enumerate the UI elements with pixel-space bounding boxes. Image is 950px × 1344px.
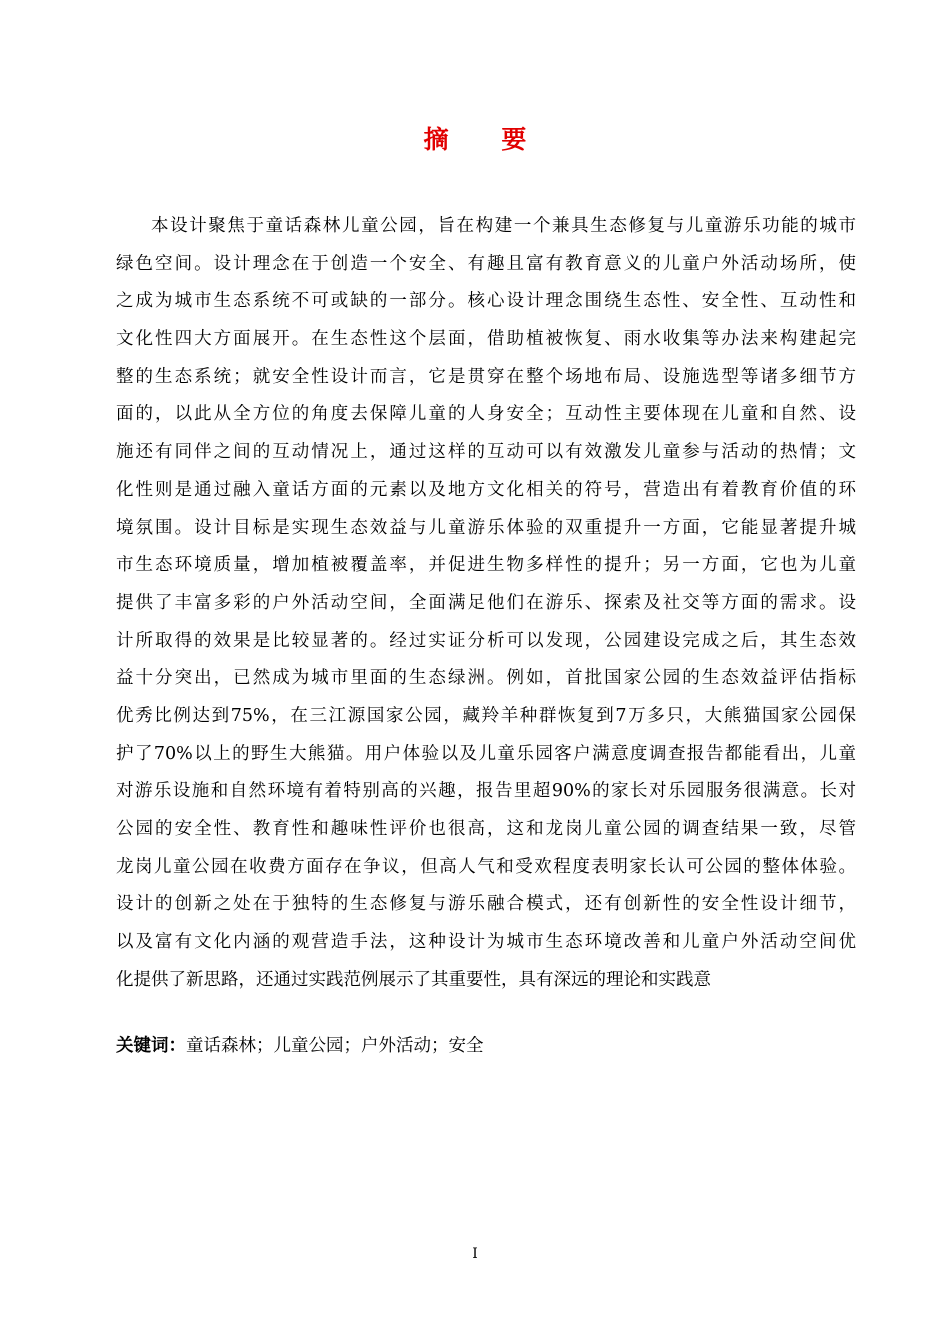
abstract-line: 设计的创新之处在于独特的生态修复与游乐融合模式，还有创新性的安全性设计细节， — [116, 894, 856, 915]
page-title: 摘 要 — [423, 125, 549, 154]
abstract-line: 公园的安全性、教育性和趣味性评价也很高，这和龙岗儿童公园的调查结果一致，尽管 — [116, 819, 856, 839]
abstract-line: 龙岗儿童公园在收费方面存在争议，但高人气和受欢程度表明家长认可公园的整体体验。 — [116, 856, 856, 877]
keywords — [116, 1031, 484, 1061]
abstract-line: 面的，以此从全方位的角度去保障儿童的人身安全；互动性主要体现在儿童和自然、设 — [116, 404, 856, 425]
keywords-value: 童话森林；儿童公园；户外活动；安全 — [186, 1036, 484, 1056]
keywords-label: 关键词： — [116, 1036, 186, 1056]
abstract-body — [116, 208, 856, 999]
abstract-line: 境氛围。设计目标是实现生态效益与儿童游乐体验的双重提升一方面，它能显著提升城 — [116, 517, 856, 538]
abstract-line: 之成为城市生态系统不可或缺的一部分。核心设计理念围绕生态性、安全性、互动性和 — [116, 291, 856, 312]
abstract-line: 对游乐设施和自然环境有着特别高的兴趣，报告里超90%的家长对乐园服务很满意。长对 — [116, 781, 856, 802]
abstract-line: 本设计聚焦于童话森林儿童公园，旨在构建一个兼具生态修复与儿童游乐功能的城市 — [151, 216, 856, 236]
abstract-line: 提供了丰富多彩的户外活动空间，全面满足他们在游乐、探索及社交等方面的需求。设 — [116, 592, 856, 613]
abstract-line: 计所取得的效果是比较显著的。经过实证分析可以发现，公园建设完成之后，其生态效 — [116, 630, 856, 651]
abstract-line: 市生态环境质量，增加植被覆盖率，并促进生物多样性的提升；另一方面，它也为儿童 — [116, 555, 856, 576]
abstract-line: 优秀比例达到75%，在三江源国家公园，藏羚羊种群恢复到7万多只，大熊猫国家公园保 — [116, 705, 856, 726]
abstract-line: 护了70%以上的野生大熊猫。用户体验以及儿童乐园客户满意度调查报告都能看出，儿童 — [116, 743, 856, 764]
abstract-line: 文化性四大方面展开。在生态性这个层面，借助植被恢复、雨水收集等办法来构建起完 — [116, 329, 856, 350]
page-number: I — [472, 1246, 478, 1262]
abstract-line: 以及富有文化内涵的观营造手法，这种设计为城市生态环境改善和儿童户外活动空间优 — [116, 932, 856, 953]
abstract-line: 施还有同伴之间的互动情况上，通过这样的互动可以有效激发儿童参与活动的热情；文 — [116, 442, 856, 463]
abstract-line: 化性则是通过融入童话方面的元素以及地方文化相关的符号，营造出有着教育价值的环 — [116, 479, 856, 500]
abstract-line: 化提供了新思路，还通过实践范例展示了其重要性，具有深远的理论和实践意 — [116, 969, 711, 990]
abstract-line: 绿色空间。设计理念在于创造一个安全、有趣且富有教育意义的儿童户外活动场所，使 — [116, 253, 856, 274]
abstract-line: 整的生态系统；就安全性设计而言，它是贯穿在整个场地布局、设施选型等诸多细节方 — [116, 366, 856, 387]
abstract-line: 益十分突出，已然成为城市里面的生态绿洲。例如，首批国家公园的生态效益评估指标 — [116, 668, 856, 689]
